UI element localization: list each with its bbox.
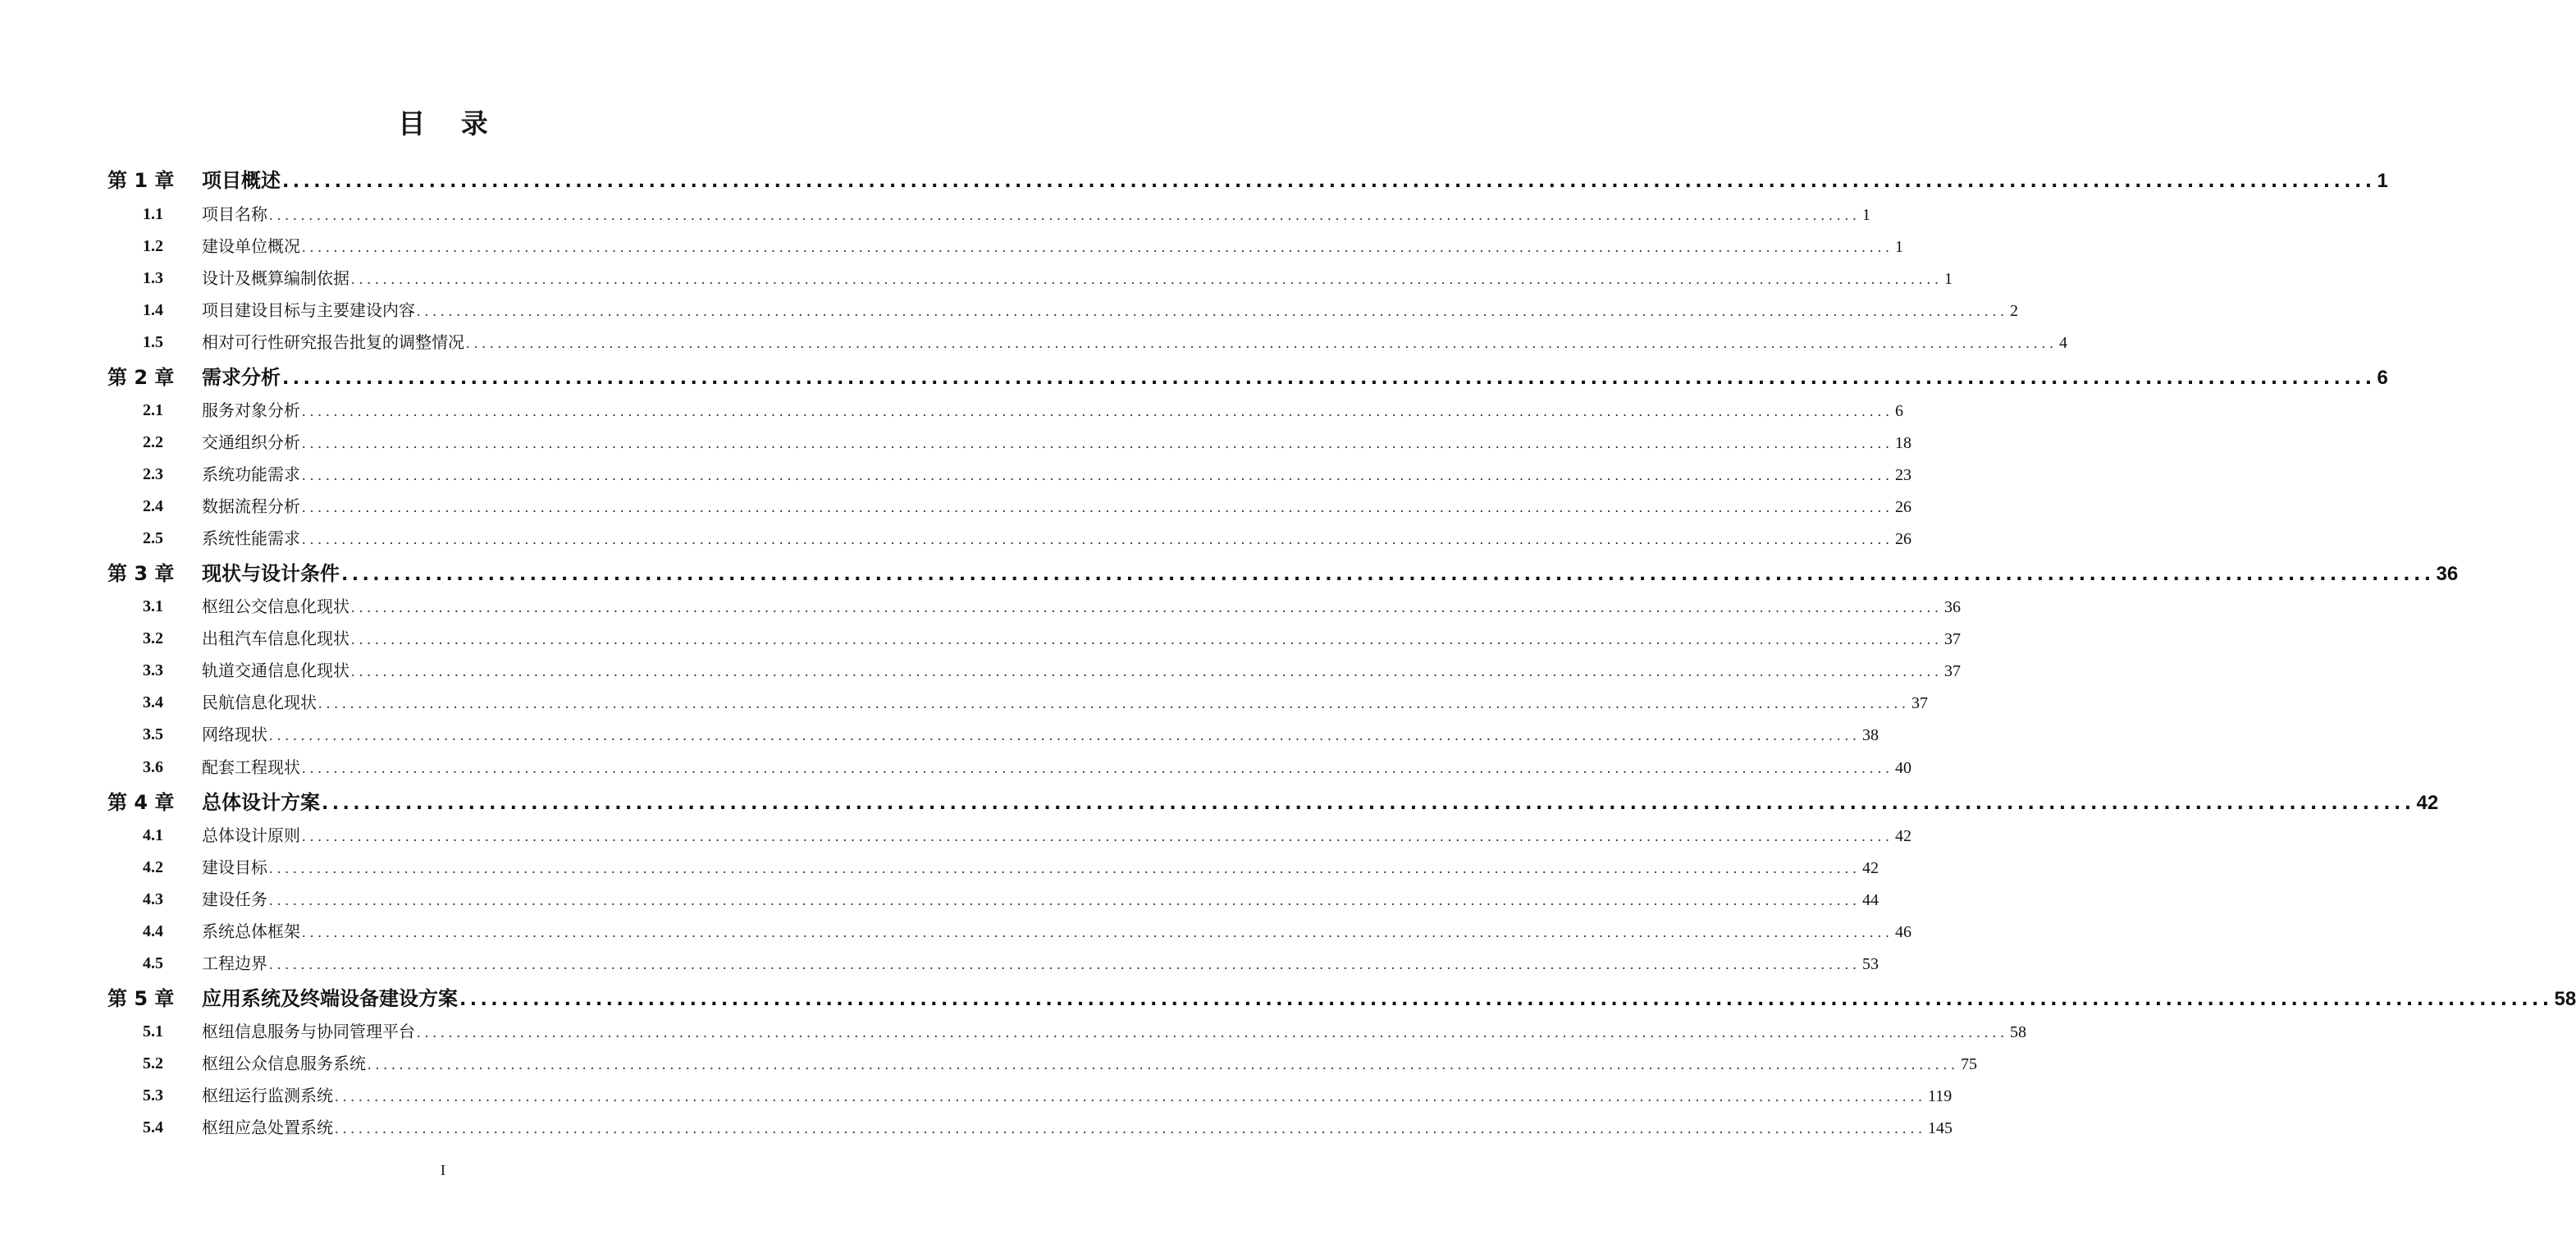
toc-entry-title: 应用系统及终端设备建设方案 bbox=[202, 987, 458, 1010]
dot-leader: ........................................................................................................................................................................................................ bbox=[351, 663, 1943, 679]
toc-entry-number: 5.4 bbox=[143, 1118, 163, 1136]
toc-entry-number: 2.5 bbox=[143, 529, 163, 547]
toc-entry-number: 第 3 章 bbox=[107, 562, 175, 585]
toc-section-row[interactable] bbox=[0, 428, 1911, 457]
toc-entry-number: 3.2 bbox=[143, 629, 163, 647]
toc-entry-number: 4.3 bbox=[143, 890, 163, 908]
toc-page-number: 53 bbox=[1862, 955, 1879, 973]
toc-section-row[interactable] bbox=[0, 1049, 1977, 1078]
dot-leader: ........................................................................................................................................................................................................ bbox=[302, 239, 1893, 255]
toc-page-number: 6 bbox=[1895, 402, 1903, 420]
dot-leader: ........................................................................................................................................................................................................ bbox=[417, 1024, 2008, 1040]
toc-entry-number: 2.2 bbox=[143, 433, 163, 451]
toc-entry-title: 工程边界 bbox=[202, 953, 267, 973]
toc-section-row[interactable] bbox=[0, 656, 1961, 685]
toc-entry-number: 4.2 bbox=[143, 858, 163, 876]
toc-page-number: 119 bbox=[1928, 1087, 1953, 1105]
toc-entry-title: 建设任务 bbox=[202, 889, 267, 909]
toc-section-row[interactable] bbox=[0, 231, 1903, 261]
toc-entry-title: 枢纽公众信息服务系统 bbox=[202, 1054, 366, 1073]
toc-entry-number: 第 5 章 bbox=[107, 987, 175, 1010]
toc-section-row[interactable] bbox=[0, 885, 1879, 914]
toc-entry-title: 系统功能需求 bbox=[202, 464, 300, 484]
dot-leader: ........................................................................................................................................................................................................ bbox=[302, 435, 1893, 451]
toc-entry-title: 总体设计原则 bbox=[202, 825, 300, 845]
toc-entry-number: 5.1 bbox=[143, 1022, 163, 1040]
toc-section-row[interactable] bbox=[0, 492, 1911, 521]
dot-leader: ........................................................................................................................................................................................................ bbox=[269, 860, 1861, 876]
dot-leader: ........................................................................................................................................................................................................ bbox=[322, 793, 2415, 814]
dot-leader: ........................................................................................................................................................................................................ bbox=[417, 303, 2008, 319]
toc-entry-number: 1.2 bbox=[143, 237, 163, 255]
dot-leader: ........................................................................................................................................................................................................ bbox=[351, 271, 1943, 287]
toc-page-number: 2 bbox=[2010, 302, 2018, 320]
toc-entry-title: 数据流程分析 bbox=[202, 496, 300, 516]
toc-entry-title: 系统总体框架 bbox=[202, 921, 300, 941]
toc-entry-title: 设计及概算编制依据 bbox=[202, 268, 349, 288]
toc-entry-title: 服务对象分析 bbox=[202, 400, 300, 420]
dot-leader: ........................................................................................................................................................................................................ bbox=[302, 924, 1893, 940]
toc-entry-title: 项目名称 bbox=[202, 204, 267, 224]
toc-section-row[interactable] bbox=[0, 199, 1870, 229]
toc-entry-number: 4.4 bbox=[143, 922, 163, 940]
page-title: 目 录 bbox=[398, 107, 501, 139]
toc-chapter-row[interactable] bbox=[0, 164, 2388, 197]
toc-entry-number: 3.3 bbox=[143, 661, 163, 679]
toc-section-row[interactable] bbox=[0, 592, 1961, 621]
toc-entry-title: 总体设计方案 bbox=[202, 791, 320, 814]
dot-leader: ........................................................................................................................................................................................................ bbox=[302, 467, 1893, 483]
toc-page-number: 40 bbox=[1895, 759, 1911, 777]
toc-chapter-row[interactable] bbox=[0, 786, 2439, 819]
toc-section-row[interactable] bbox=[0, 295, 2018, 325]
toc-entry-title: 建设目标 bbox=[202, 857, 267, 877]
toc-section-row[interactable] bbox=[0, 853, 1879, 882]
toc-page-number: 1 bbox=[2377, 170, 2388, 192]
toc-page-number: 4 bbox=[2059, 334, 2067, 352]
toc-section-row[interactable] bbox=[0, 917, 1911, 946]
toc-section-row[interactable] bbox=[0, 752, 1911, 782]
toc-page-number: 26 bbox=[1895, 530, 1911, 548]
toc-section-row[interactable] bbox=[0, 688, 1928, 717]
dot-leader: ........................................................................................................................................................................................................ bbox=[318, 695, 1910, 711]
toc-entry-title: 出租汽车信息化现状 bbox=[202, 629, 349, 648]
toc-page-number: 42 bbox=[1895, 827, 1911, 845]
toc-entry-title: 项目概述 bbox=[202, 169, 281, 192]
toc-page-number: 1 bbox=[1944, 270, 1953, 288]
toc-section-row[interactable] bbox=[0, 949, 1879, 978]
toc-entry-title: 枢纽公交信息化现状 bbox=[202, 597, 349, 616]
toc-page-number: 58 bbox=[2554, 988, 2576, 1010]
toc-section-row[interactable] bbox=[0, 396, 1903, 425]
toc-page-number: 36 bbox=[1944, 598, 1961, 616]
dot-leader: ........................................................................................................................................................................................................ bbox=[351, 599, 1943, 615]
toc-entry-number: 4.1 bbox=[143, 826, 163, 844]
toc-page-number: 37 bbox=[1944, 662, 1961, 680]
dot-leader: ........................................................................................................................................................................................................ bbox=[466, 335, 2058, 351]
toc-page-number: 37 bbox=[1944, 630, 1961, 648]
toc-entry-title: 民航信息化现状 bbox=[202, 693, 317, 712]
toc-page-number: 58 bbox=[2010, 1023, 2026, 1041]
toc-entry-number: 1.3 bbox=[143, 269, 163, 287]
toc-section-row[interactable] bbox=[0, 524, 1911, 553]
toc-entry-title: 网络现状 bbox=[202, 725, 267, 744]
toc-chapter-row[interactable] bbox=[0, 557, 2459, 590]
toc-entry-number: 5.3 bbox=[143, 1086, 163, 1104]
toc-section-row[interactable] bbox=[0, 327, 2067, 357]
toc-entry-number: 第 4 章 bbox=[107, 791, 175, 814]
toc-entry-title: 需求分析 bbox=[202, 366, 281, 389]
toc-entry-number: 3.6 bbox=[143, 758, 163, 776]
toc-entry-number: 3.5 bbox=[143, 725, 163, 743]
toc-entry-number: 5.2 bbox=[143, 1054, 163, 1072]
toc-entry-title: 项目建设目标与主要建设内容 bbox=[202, 300, 415, 320]
toc-entry-title: 枢纽运行监测系统 bbox=[202, 1086, 333, 1105]
dot-leader: ........................................................................................................................................................................................................ bbox=[335, 1088, 1926, 1104]
toc-page-number: 46 bbox=[1895, 923, 1911, 941]
dot-leader: ........................................................................................................................................................................................................ bbox=[351, 631, 1943, 647]
dot-leader: ........................................................................................................................................................................................................ bbox=[269, 956, 1861, 972]
toc-page-number: 38 bbox=[1862, 726, 1879, 744]
toc-page-number: 42 bbox=[2416, 792, 2439, 814]
toc-page-number: 36 bbox=[2436, 563, 2459, 585]
toc-entry-title: 枢纽应急处置系统 bbox=[202, 1118, 333, 1137]
toc-entry-number: 1.4 bbox=[143, 301, 163, 319]
toc-entry-title: 建设单位概况 bbox=[202, 236, 300, 256]
toc-entry-title: 配套工程现状 bbox=[202, 757, 300, 777]
dot-leader: ........................................................................................................................................................................................................ bbox=[341, 565, 2435, 585]
toc-entry-number: 第 1 章 bbox=[107, 169, 175, 192]
toc-section-row[interactable] bbox=[0, 1081, 1953, 1110]
dot-leader: ........................................................................................................................................................................................................ bbox=[282, 368, 2376, 389]
toc-entry-number: 3.4 bbox=[143, 693, 163, 711]
toc-section-row[interactable] bbox=[0, 821, 1911, 850]
toc-page-number: 1 bbox=[1862, 206, 1870, 224]
dot-leader: ........................................................................................................................................................................................................ bbox=[302, 531, 1893, 547]
toc-page-number: 145 bbox=[1928, 1119, 1953, 1137]
toc-section-row[interactable] bbox=[0, 263, 1953, 293]
toc-page-number: 1 bbox=[1895, 238, 1903, 256]
dot-leader: ........................................................................................................................................................................................................ bbox=[282, 171, 2376, 192]
toc-chapter-row[interactable] bbox=[0, 361, 2388, 394]
toc-entry-title: 枢纽信息服务与协同管理平台 bbox=[202, 1022, 415, 1041]
dot-leader: ........................................................................................................................................................................................................ bbox=[302, 403, 1893, 419]
toc-entry-title: 现状与设计条件 bbox=[202, 562, 340, 585]
dot-leader: ........................................................................................................................................................................................................ bbox=[269, 892, 1861, 908]
toc-page-number: 42 bbox=[1862, 859, 1879, 877]
dot-leader: ........................................................................................................................................................................................................ bbox=[269, 727, 1861, 743]
toc-entry-title: 相对可行性研究报告批复的调整情况 bbox=[202, 332, 464, 352]
toc-entry-number: 1.1 bbox=[143, 205, 163, 223]
dot-leader: ........................................................................................................................................................................................................ bbox=[459, 990, 2553, 1010]
toc-section-row[interactable] bbox=[0, 1113, 1953, 1142]
toc-page-number: 37 bbox=[1911, 694, 1928, 712]
toc-page-number: 44 bbox=[1862, 891, 1879, 909]
dot-leader: ........................................................................................................................................................................................................ bbox=[302, 499, 1893, 515]
dot-leader: ........................................................................................................................................................................................................ bbox=[269, 207, 1861, 223]
toc-entry-title: 轨道交通信息化现状 bbox=[202, 661, 349, 680]
toc-entry-number: 4.5 bbox=[143, 954, 163, 972]
toc-section-row[interactable] bbox=[0, 1017, 2026, 1046]
toc-entry-number: 第 2 章 bbox=[107, 366, 175, 389]
toc-entry-number: 2.1 bbox=[143, 401, 163, 419]
toc-entry-number: 2.4 bbox=[143, 497, 163, 515]
toc-entry-number: 3.1 bbox=[143, 597, 163, 615]
toc-page-number: 26 bbox=[1895, 498, 1911, 516]
dot-leader: ........................................................................................................................................................................................................ bbox=[302, 828, 1893, 844]
dot-leader: ........................................................................................................................................................................................................ bbox=[302, 760, 1893, 776]
toc-page-number: 23 bbox=[1895, 466, 1911, 484]
toc-page-number: 6 bbox=[2377, 367, 2388, 389]
toc-entry-number: 1.5 bbox=[143, 333, 163, 351]
toc-section-row[interactable] bbox=[0, 460, 1911, 489]
toc-chapter-row[interactable] bbox=[0, 982, 2576, 1015]
toc-entry-number: 2.3 bbox=[143, 465, 163, 483]
footer-page-number: I bbox=[441, 1162, 445, 1178]
toc-section-row[interactable] bbox=[0, 720, 1879, 749]
toc-section-row[interactable] bbox=[0, 624, 1961, 653]
toc-entry-title: 交通组织分析 bbox=[202, 432, 300, 452]
toc-page-number: 75 bbox=[1961, 1055, 1977, 1073]
dot-leader: ........................................................................................................................................................................................................ bbox=[368, 1056, 1959, 1072]
toc-page-number: 18 bbox=[1895, 434, 1911, 452]
toc-entry-title: 系统性能需求 bbox=[202, 528, 300, 548]
dot-leader: ........................................................................................................................................................................................................ bbox=[335, 1120, 1926, 1136]
